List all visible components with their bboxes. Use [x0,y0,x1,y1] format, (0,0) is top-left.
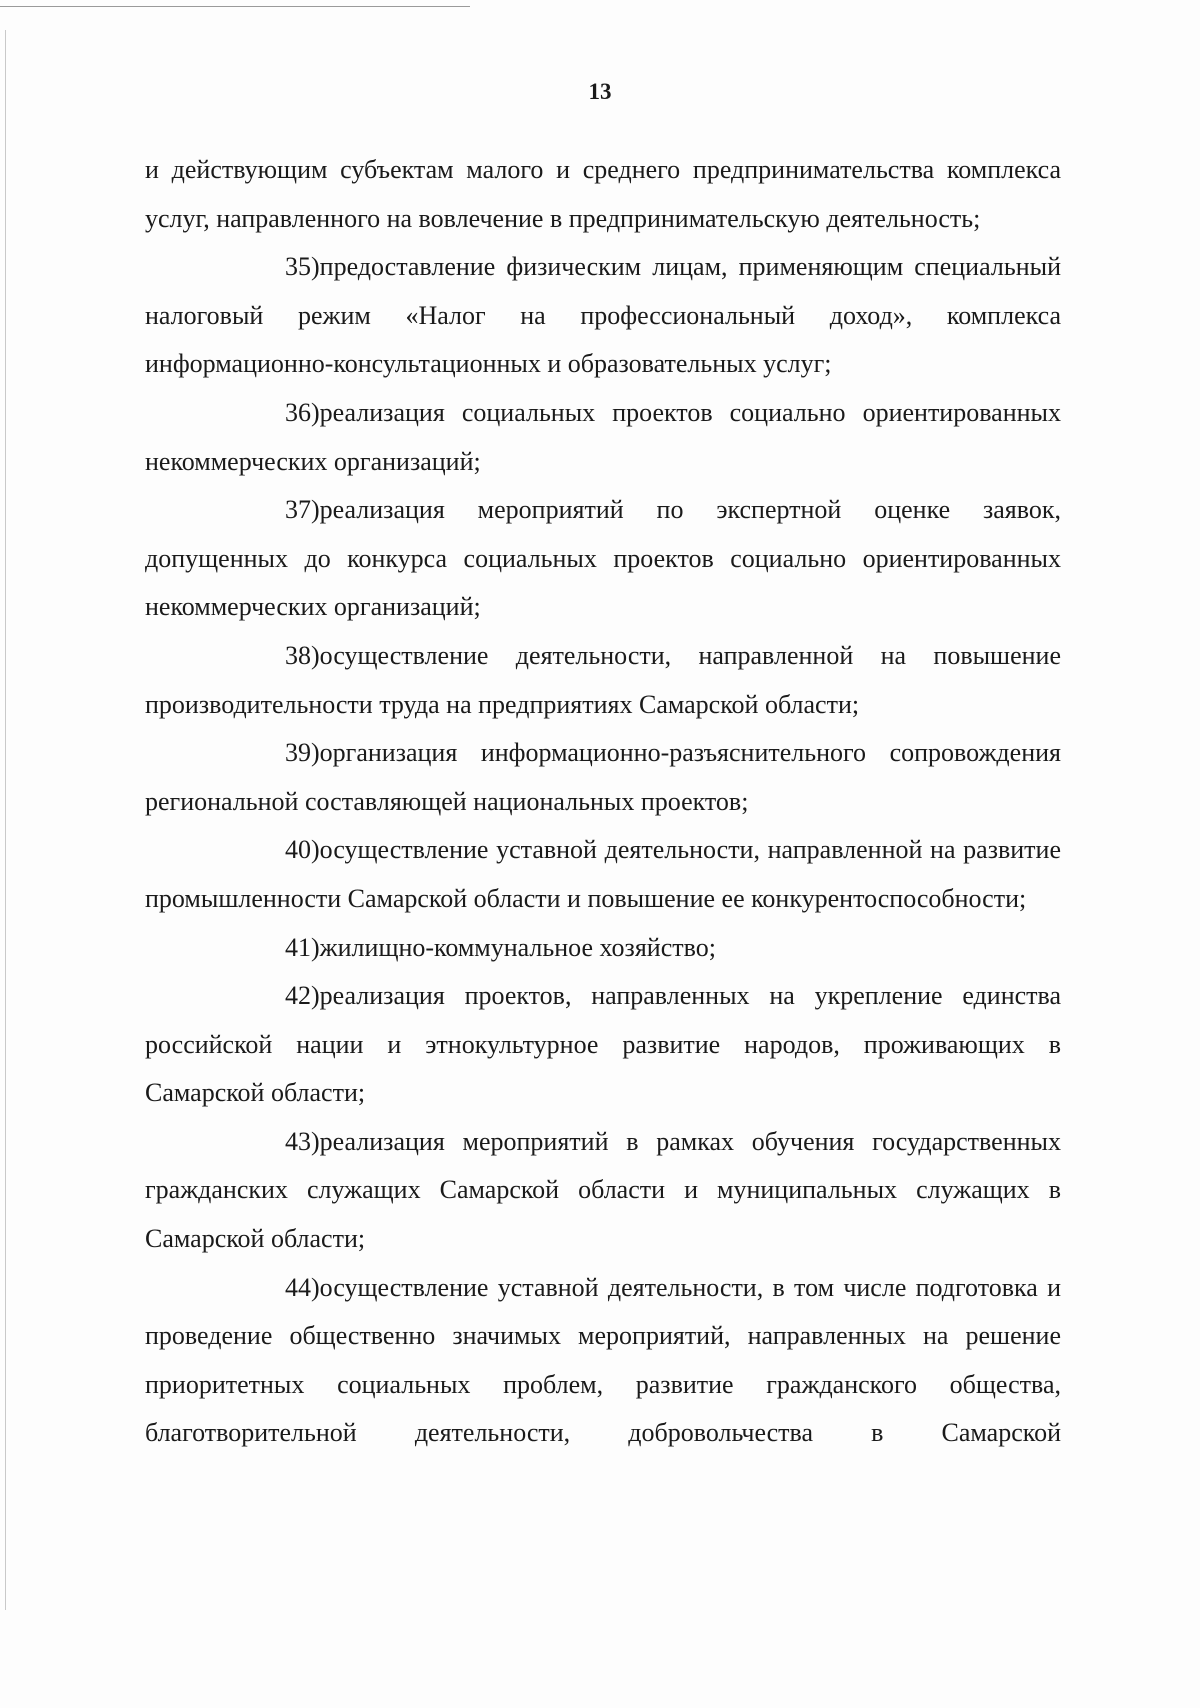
item-text: организация информационно-разъяснительного сопровождения региональной составляющей национальных проектов; [145,738,1061,816]
list-item-35 [145,243,1061,389]
item-number: 42) [285,981,320,1011]
item-text: осуществление уставной деятельности, направленной на развитие промышленности Самарской области и повышение ее конкурентоспособности; [145,835,1061,913]
item-number: 35) [285,252,320,282]
item-number: 43) [285,1126,320,1156]
list-item-36 [145,389,1061,486]
item-text: осуществление уставной деятельности, в том числе подготовка и проведение общественно значимых мероприятий, направленных на решение приоритетных социальных проблем, развитие гражданского общества, благотворительной деятельности, добровольчества в Самарской [145,1272,1061,1448]
item-number: 41) [285,932,320,962]
item-number: 37) [285,495,320,525]
body-text [145,146,1061,1458]
item-number: 38) [285,640,320,670]
item-text: предоставление физическим лицам, применяющим специальный налоговый режим «Налог на профессиональный доход», комплекса информационно-консультационных и образовательных услуг; [145,252,1061,379]
list-item-39 [145,729,1061,826]
item-number: 36) [285,397,320,427]
page-number: 13 [588,79,612,104]
continuation-paragraph: и действующим субъектам малого и среднего предпринимательства комплекса услуг, направленного на вовлечение в предпринимательскую деятельность; [145,155,1061,233]
list-item-42 [145,972,1061,1118]
scan-artifact-top-rule [0,6,470,7]
item-text: осуществление деятельности, направленной на повышение производительности труда на предприятиях Самарской области; [145,640,1061,719]
scan-artifact-left-line [5,30,6,1610]
list-item-43 [145,1118,1061,1264]
list-item-38 [145,632,1061,729]
item-text: реализация социальных проектов социально ориентированных некоммерческих организаций; [145,397,1061,476]
list-item-41 [145,924,1061,973]
item-text: реализация мероприятий в рамках обучения государственных гражданских служащих Самарской области и муниципальных служащих в Самарской области; [145,1126,1061,1254]
item-text: жилищно-коммунальное хозяйство; [319,932,716,962]
item-number: 39) [285,738,320,768]
item-number: 44) [285,1272,320,1302]
list-item-40 [145,826,1061,923]
item-text: реализация проектов, направленных на укрепление единства российской нации и этнокультурное развитие народов, проживающих в Самарской области; [145,981,1061,1108]
item-text: реализация мероприятий по экспертной оценке заявок, допущенных до конкурса социальных проектов социально ориентированных некоммерческих организаций; [145,495,1061,622]
item-number: 40) [285,835,320,865]
list-item-37 [145,486,1061,632]
list-item-44 [145,1264,1061,1458]
